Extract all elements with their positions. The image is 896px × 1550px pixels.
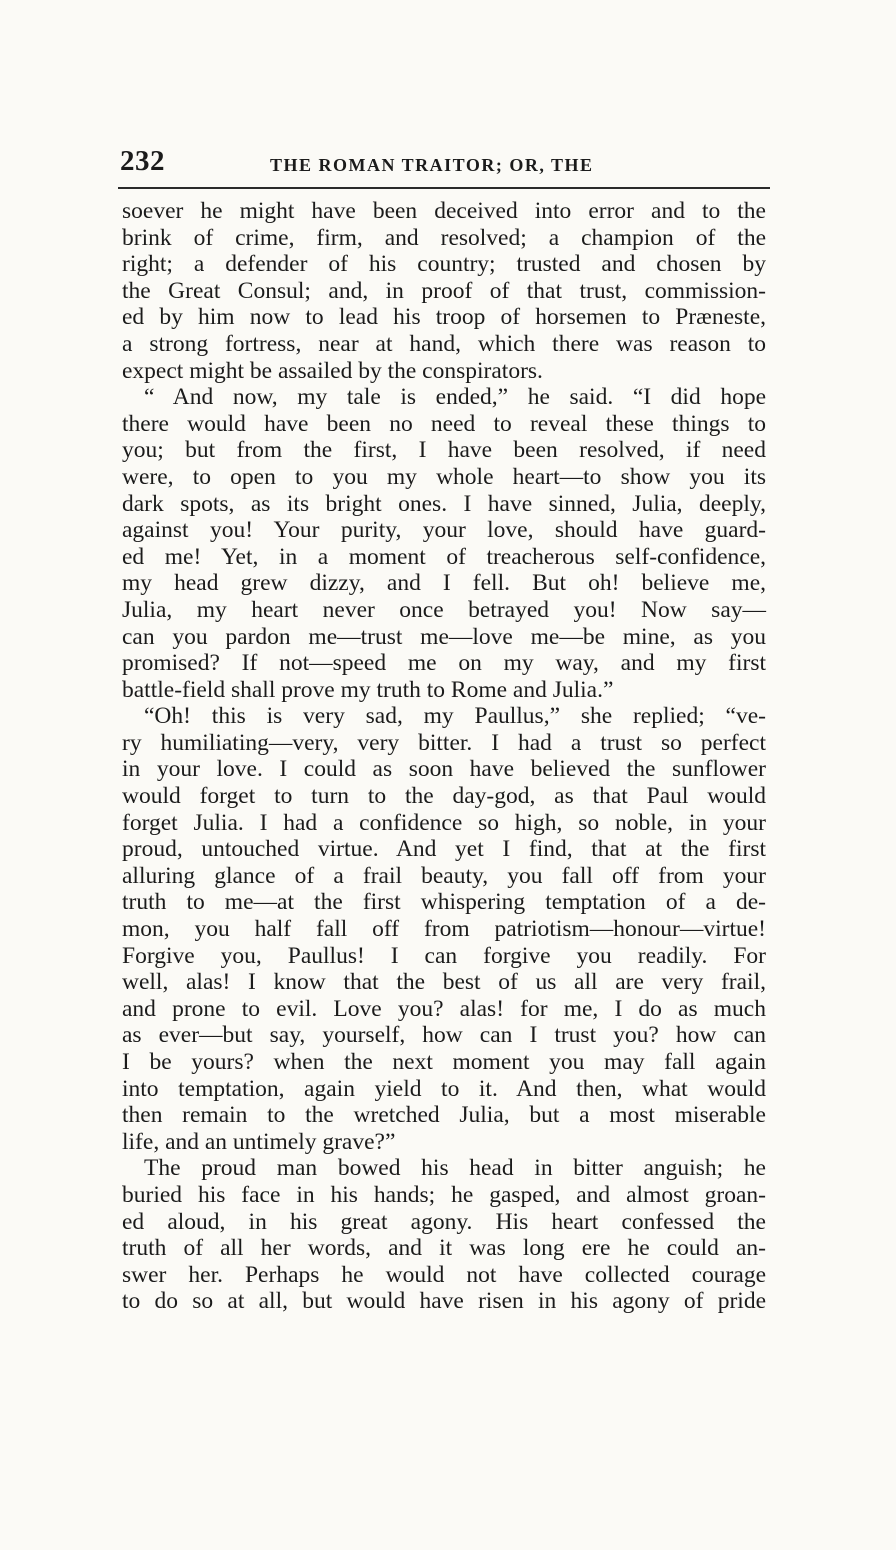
text-line: against you! Your purity, your love, should have guard- [122,517,766,544]
text-line: alluring glance of a frail beauty, you fall off from your [122,862,766,889]
text-line: dark spots, as its bright ones. I have sinned, Julia, deeply, [122,490,766,517]
text-line: you; but from the first, I have been resolved, if need [122,437,766,464]
text-line: ed me! Yet, in a moment of treacherous self-confidence, [122,543,766,570]
text-line: would forget to turn to the day-god, as that Paul would [122,783,766,810]
text-line: my head grew dizzy, and I fell. But oh! believe me, [122,570,766,597]
text-line: in your love. I could as soon have believed the sunflower [122,756,766,783]
text-line: soever he might have been deceived into error and to the [122,198,766,224]
text-line: can you pardon me—trust me—love me—be mine, as you [122,623,766,650]
text-line: battle-field shall prove my truth to Rome and Julia.” [122,676,614,703]
running-title: THE ROMAN TRAITOR; OR, THE [270,155,594,175]
text-line: were, to open to you my whole heart—to show you its [122,463,766,490]
text-line: brink of crime, firm, and resolved; a champion of the [122,224,766,251]
text-line: and prone to evil. Love you? alas! for me, I do as much [122,995,766,1022]
text-line: into temptation, again yield to it. And then, what would [122,1075,766,1102]
text-line: there would have been no need to reveal these things to [122,410,766,437]
text-line: well, alas! I know that the best of us all are very frail, [122,969,766,996]
text-line: truth of all her words, and it was long ere he could an- [122,1235,766,1262]
text-line: as ever—but say, yourself, how can I trust you? how can [122,1022,766,1049]
text-line: forget Julia. I had a confidence so high, so noble, in your [122,809,766,836]
text-line: expect might be assailed by the conspirators. [122,357,543,384]
text-line: ed aloud, in his great agony. His heart confessed the [122,1208,766,1235]
text-line: swer her. Perhaps he would not have collected courage [122,1261,766,1288]
text-line: promised? If not—speed me on my way, and my first [122,650,766,677]
page-number: 232 [120,145,165,177]
page-header [120,145,770,185]
text-line: buried his face in his hands; he gasped, and almost groan- [122,1181,766,1208]
text-line: I be yours? when the next moment you may fall again [122,1049,766,1075]
text-line: truth to me—at the first whispering temptation of a de- [122,889,766,916]
text-line: right; a defender of his country; trusted and chosen by [122,251,766,278]
text-line: to do so at all, but would have risen in his agony of pride [122,1288,766,1315]
text-line: “Oh! this is very sad, my Paullus,” she replied; “ve- [144,703,766,730]
text-line: proud, untouched virtue. And yet I find, that at the first [122,836,766,863]
text-line: the Great Consul; and, in proof of that trust, commission- [122,277,766,304]
text-line: life, and an untimely grave?” [122,1128,396,1155]
text-line: then remain to the wretched Julia, but a most miserable [122,1102,766,1129]
text-line: Forgive you, Paullus! I can forgive you readily. For [122,942,766,969]
header-rule [118,187,770,189]
text-line: mon, you half fall off from patriotism—honour—virtue! [122,916,766,943]
text-line: The proud man bowed his head in bitter anguish; he [144,1155,766,1182]
body-text [122,198,766,1315]
text-line: “ And now, my tale is ended,” he said. “I did hope [144,384,766,411]
text-line: a strong fortress, near at hand, which there was reason to [122,330,766,357]
text-line: ed by him now to lead his troop of horsemen to Præneste, [122,304,766,331]
text-line: Julia, my heart never once betrayed you! Now say— [122,596,766,623]
text-line: ry humiliating—very, very bitter. I had a trust so perfect [122,729,766,756]
